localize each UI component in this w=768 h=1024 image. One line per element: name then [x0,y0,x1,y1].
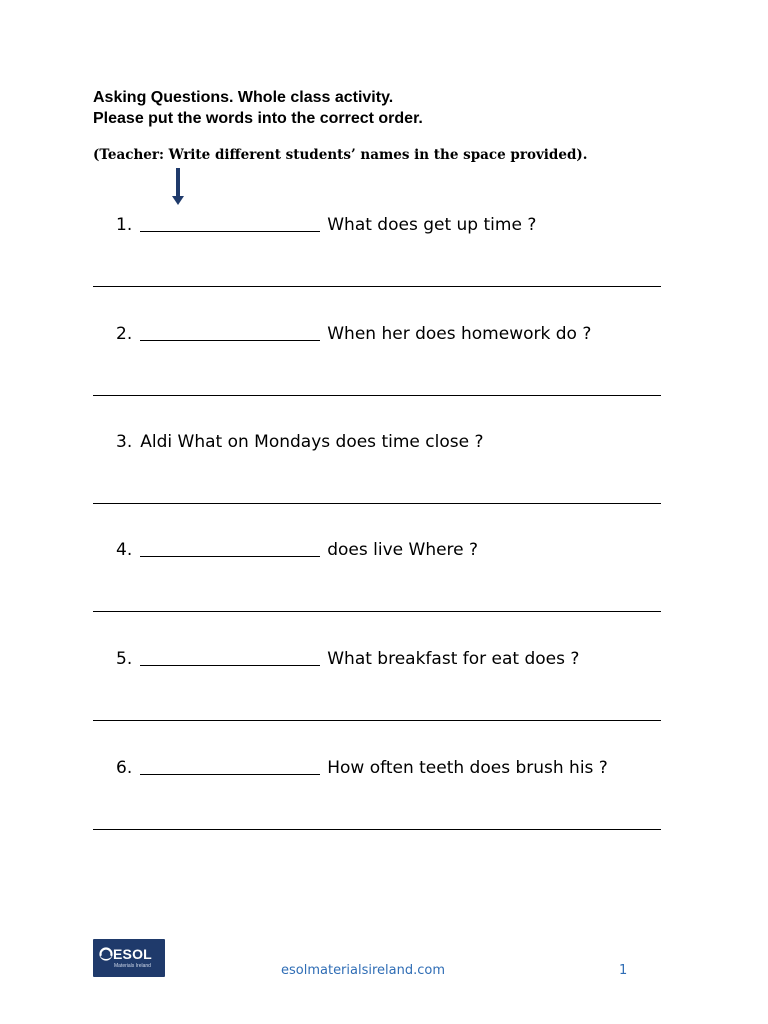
question-number: 6. [116,758,133,778]
worksheet-title-line-2: Please put the words into the correct order. [93,110,423,127]
question-text: When her does homework do ? [327,324,592,344]
question-number: 2. [116,324,133,344]
website-link[interactable]: esolmaterialsireland.com [281,963,446,978]
logo-subtext: Materials Ireland [114,963,151,969]
answer-line-5[interactable] [93,720,661,721]
question-number: 1. [116,215,133,235]
question-6 [116,757,608,779]
question-2 [116,323,591,345]
question-number: 4. [116,540,133,560]
answer-line-2[interactable] [93,395,661,396]
teacher-note: (Teacher: Write different students’ names in the space provided). [93,147,588,163]
answer-line-1[interactable] [93,286,661,287]
question-text: How often teeth does brush his ? [327,758,608,778]
down-arrow-icon [170,168,186,206]
answer-line-3[interactable] [93,503,661,504]
worksheet-title-line-1: Asking Questions. Whole class activity. [93,89,394,106]
question-text: Aldi What on Mondays does time close ? [140,432,484,452]
name-blank[interactable] [140,759,320,775]
question-text: What breakfast for eat does ? [327,649,580,669]
esol-logo [93,939,165,977]
question-5 [116,648,579,670]
name-blank[interactable] [140,541,320,557]
question-number: 5. [116,649,133,669]
name-blank[interactable] [140,325,320,341]
answer-line-4[interactable] [93,611,661,612]
question-text: does live Where ? [327,540,479,560]
logo-circle-icon [99,947,113,961]
answer-line-6[interactable] [93,829,661,830]
question-4 [116,539,478,561]
question-1 [116,214,536,236]
page-number: 1 [619,963,628,978]
question-3 [116,431,483,453]
name-blank[interactable] [140,650,320,666]
logo-text: ESOL [113,946,152,962]
name-blank[interactable] [140,216,320,232]
question-number: 3. [116,432,133,452]
question-text: What does get up time ? [327,215,537,235]
